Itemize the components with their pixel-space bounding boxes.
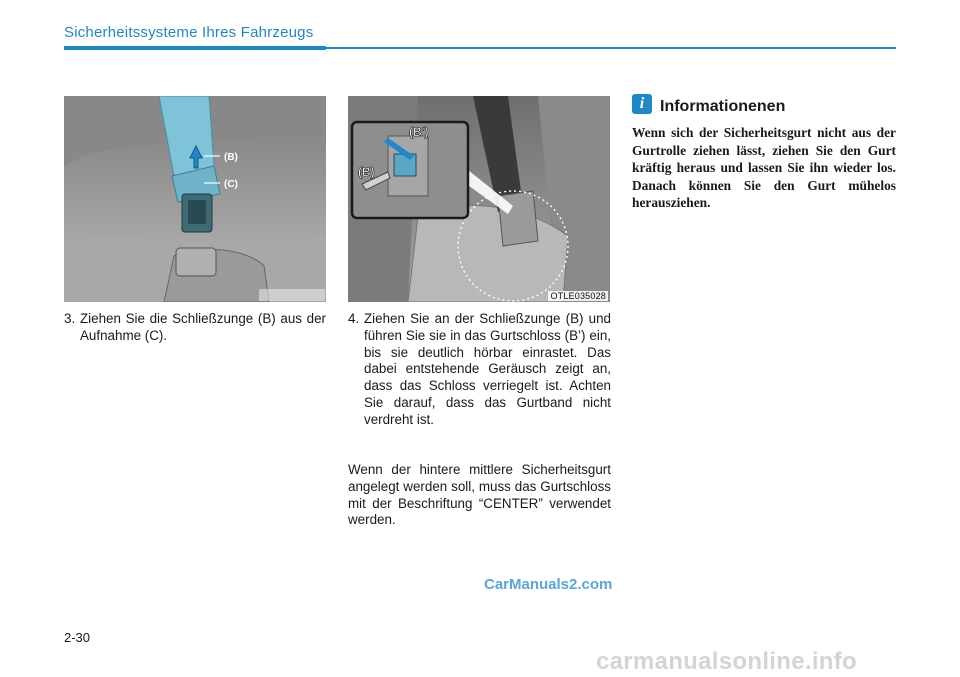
info-text: Wenn sich der Sicherheitsgurt nicht aus der Gurtrolle ziehen lässt, ziehen Sie den Gurt kräftig heraus und lassen Sie ihn wieder los. Danach können Sie den Gurt mühelos herausziehen.: [632, 125, 896, 210]
seatbelt-illustration-2: [348, 96, 610, 302]
header-rule-thin: [326, 47, 896, 49]
step-text: Ziehen Sie an der Schließzunge (B) und führen Sie sie in das Gurtschloss (B’) ein, bis sie deutlich hörbar einrastet. Das dabei entstehende Geräusch zeigt an, dass das Schloss verriegelt ist. Achten Sie darauf, dass das Gurtband nicht verdreht ist.: [364, 311, 611, 427]
watermark-site-link[interactable]: CarManuals2.com: [484, 576, 613, 593]
step-number: 4.: [348, 311, 360, 326]
label-c: (C): [224, 179, 238, 190]
seatbelt-illustration-1: [64, 96, 326, 302]
figure-seatbelt-buckle-insert: [348, 96, 610, 302]
watermark-bottom: carmanualsonline.info: [596, 648, 858, 675]
figure-code: OTLE035028: [550, 291, 606, 301]
section-title: Sicherheitssysteme Ihres Fahrzeugs: [64, 24, 314, 41]
step-text: Ziehen Sie die Schließzunge (B) aus der Aufnahme (C).: [80, 311, 326, 343]
page-number: 2-30: [64, 630, 91, 645]
step-number: 3.: [64, 311, 76, 326]
header-rule-thick: [64, 46, 326, 50]
info-title: Informationenen: [660, 98, 786, 115]
step-3: [64, 311, 326, 345]
step-4: [348, 311, 611, 429]
info-icon: i: [632, 94, 652, 114]
label-b-inset: (B): [358, 165, 375, 179]
label-b-prime: (B'): [409, 125, 429, 139]
label-b: (B): [224, 152, 238, 163]
center-buckle-paragraph: Wenn der hintere mittlere Sicherheitsgurt angelegt werden soll, muss das Gurtschloss mit der Beschriftung “CENTER” verwendet werden.: [348, 462, 611, 528]
figure-seatbelt-tongue-removal: [64, 96, 326, 302]
